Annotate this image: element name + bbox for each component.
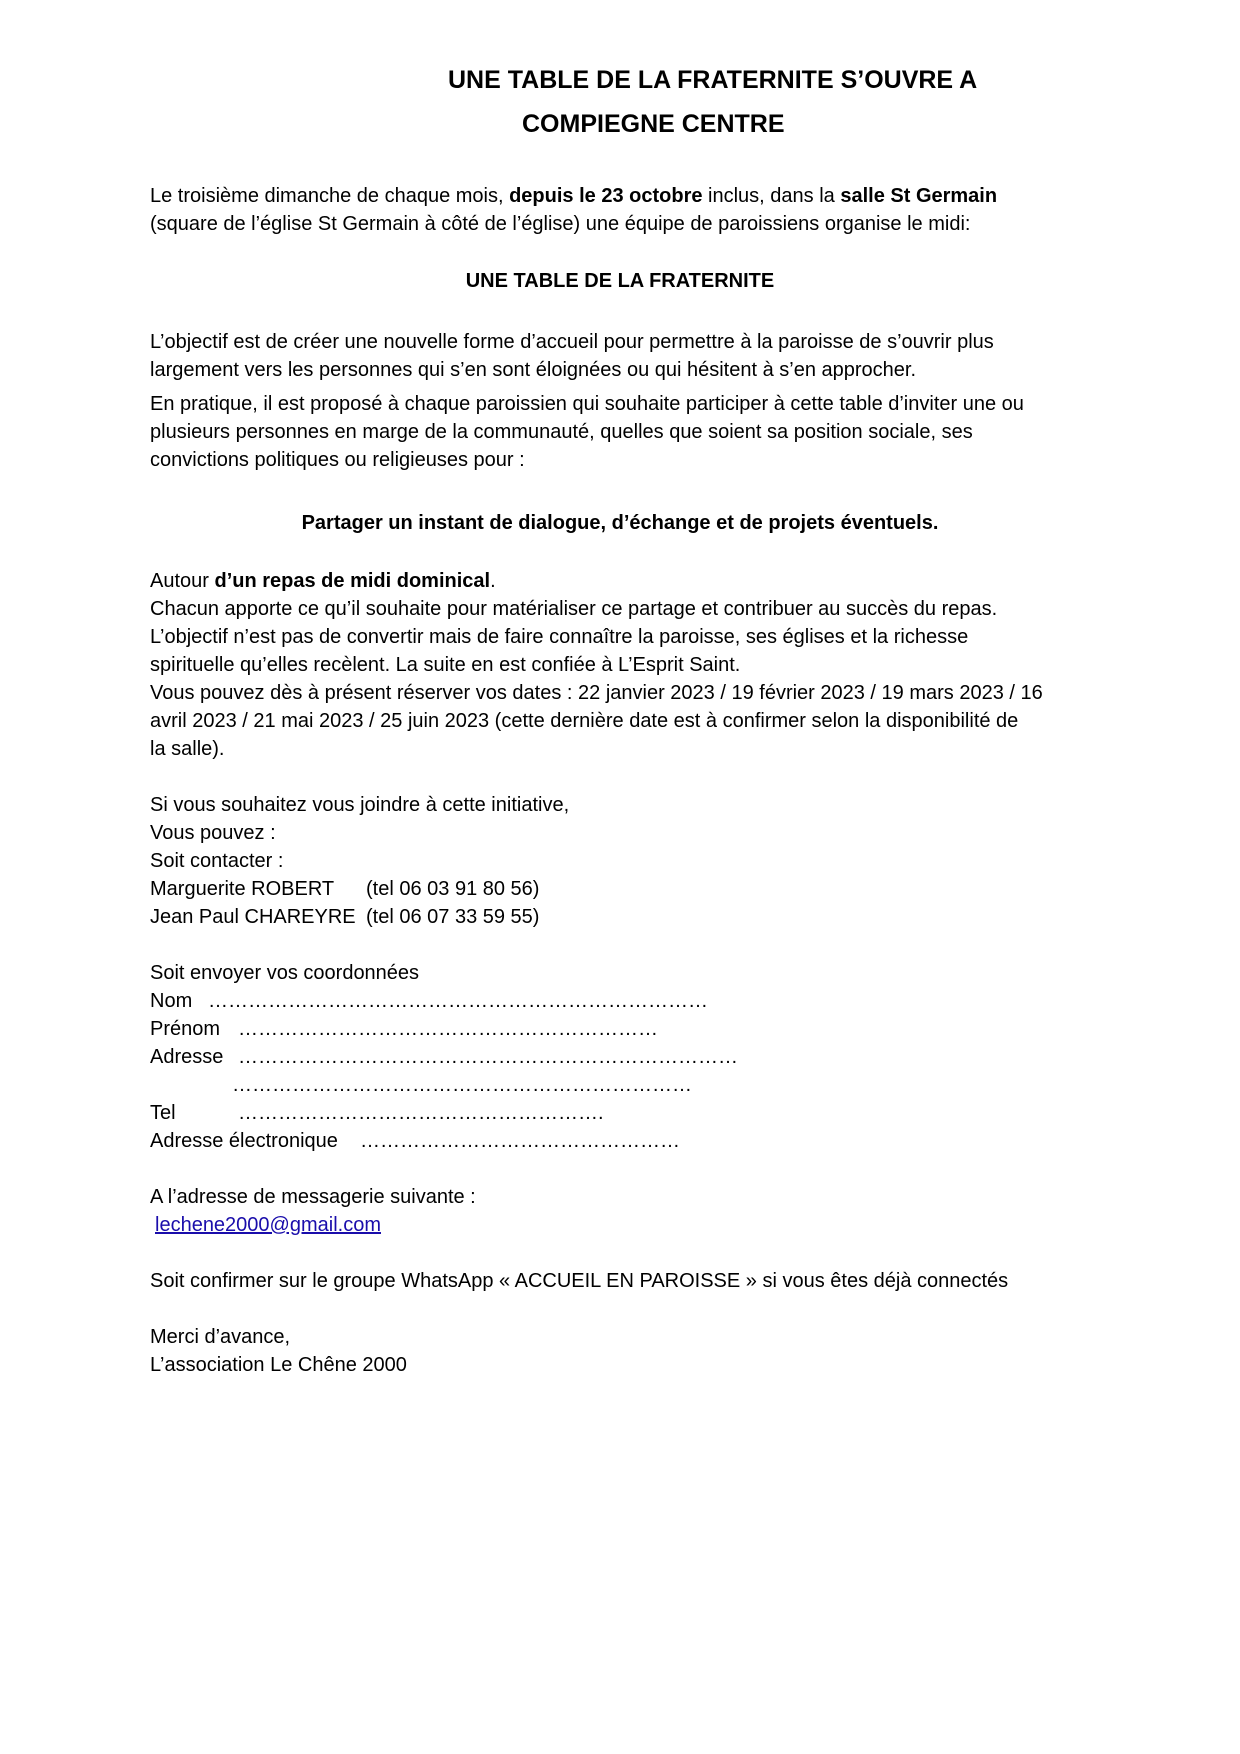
email-link-text[interactable]: lechene2000@gmail.com [155,1214,381,1236]
form-row-email [150,1127,680,1155]
join-line-1: Si vous souhaitez vous joindre à cette initiative, [150,794,570,816]
join-line-3: Soit contacter : [150,850,284,872]
nom-label: Nom [150,990,193,1012]
intro-text-a: Le troisième dimanche de chaque mois, [150,185,510,207]
tel-label: Tel [150,1102,176,1124]
form-row-tel [150,1099,604,1127]
closing-thanks: Merci d’avance, [150,1326,291,1348]
adresse-label: Adresse [150,1046,224,1068]
contact-tel: (tel 06 03 91 80 56) [366,878,540,900]
body-line-2: L’objectif n’est pas de convertir mais de faire connaître la paroisse, ses églises et la richesse [150,626,969,648]
email-label: Adresse électronique [150,1130,338,1152]
contact-name: Marguerite ROBERT [150,878,335,900]
body-line-5: avril 2023 / 21 mai 2023 / 25 juin 2023 (cette dernière date est à confirmer selon la disponibilité de [150,710,1019,732]
messaging-label: A l’adresse de messagerie suivante : [150,1186,476,1208]
intro-line-1 [150,182,997,210]
adresse-field-2: …………………………………………………………… [232,1074,692,1096]
intro-venue: salle St Germain [840,185,998,207]
intro-date: depuis le 23 octobre [509,185,703,207]
intro-text-c: inclus, dans la [702,185,841,207]
email-link[interactable] [155,1211,381,1239]
meal-line [150,567,496,595]
title-line-2: COMPIEGNE CENTRE [522,110,785,138]
nom-field: ………………………………………………………………… [208,990,708,1012]
email-field: ………………………………………… [360,1130,680,1152]
closing-signature: L’association Le Chêne 2000 [150,1354,407,1376]
adresse-field: ………………………………………………………………… [238,1046,738,1068]
subtitle: UNE TABLE DE LA FRATERNITE [465,270,775,292]
form-heading: Soit envoyer vos coordonnées [150,962,420,984]
meal-text-a: Autour [150,570,215,592]
body-line-1: Chacun apporte ce qu’il souhaite pour matérialiser ce partage et contribuer au succès du repas. [150,598,998,620]
form-row-prenom [150,1015,658,1043]
meal-text-bold: d’un repas de midi dominical [214,570,491,592]
body-line-3: spirituelle qu’elles recèlent. La suite en est confiée à L’Esprit Saint. [150,654,741,676]
form-row-adresse [150,1043,738,1071]
body-line-4: Vous pouvez dès à présent réserver vos dates : 22 janvier 2023 / 19 février 2023 / 19 mars 2023 / 16 [150,682,1043,704]
meal-text-c: . [490,570,496,592]
contact-tel: (tel 06 07 33 59 55) [366,906,540,928]
practice-line-1: En pratique, il est proposé à chaque paroissien qui souhaite participer à cette table d’inviter une ou [150,393,1024,415]
contact-name: Jean Paul CHAREYRE [150,906,356,928]
intro-line-2: (square de l’église St Germain à côté de l’église) une équipe de paroissiens organise le midi: [150,213,971,235]
share-statement: Partager un instant de dialogue, d’échange et de projets éventuels. [301,512,939,534]
join-line-2: Vous pouvez : [150,822,276,844]
prenom-field: ……………………………………………………… [238,1018,658,1040]
form-row-nom [150,987,708,1015]
whatsapp-line: Soit confirmer sur le groupe WhatsApp « ACCUEIL EN PAROISSE » si vous êtes déjà connectés [150,1270,1009,1292]
practice-line-2: plusieurs personnes en marge de la communauté, quelles que soient sa position sociale, ses [150,421,973,443]
practice-line-3: convictions politiques ou religieuses pour : [150,449,525,471]
objective-line-1: L’objectif est de créer une nouvelle forme d’accueil pour permettre à la paroisse de s’ouvrir plus [150,331,994,353]
contact-row [150,903,540,931]
objective-line-2: largement vers les personnes qui s’en sont éloignées ou qui hésitent à s’en approcher. [150,359,917,381]
prenom-label: Prénom [150,1018,221,1040]
body-line-6: la salle). [150,738,225,760]
tel-field: ………………………………………………. [238,1102,604,1124]
title-line-1: UNE TABLE DE LA FRATERNITE S’OUVRE A [448,66,978,94]
contact-row [150,875,540,903]
